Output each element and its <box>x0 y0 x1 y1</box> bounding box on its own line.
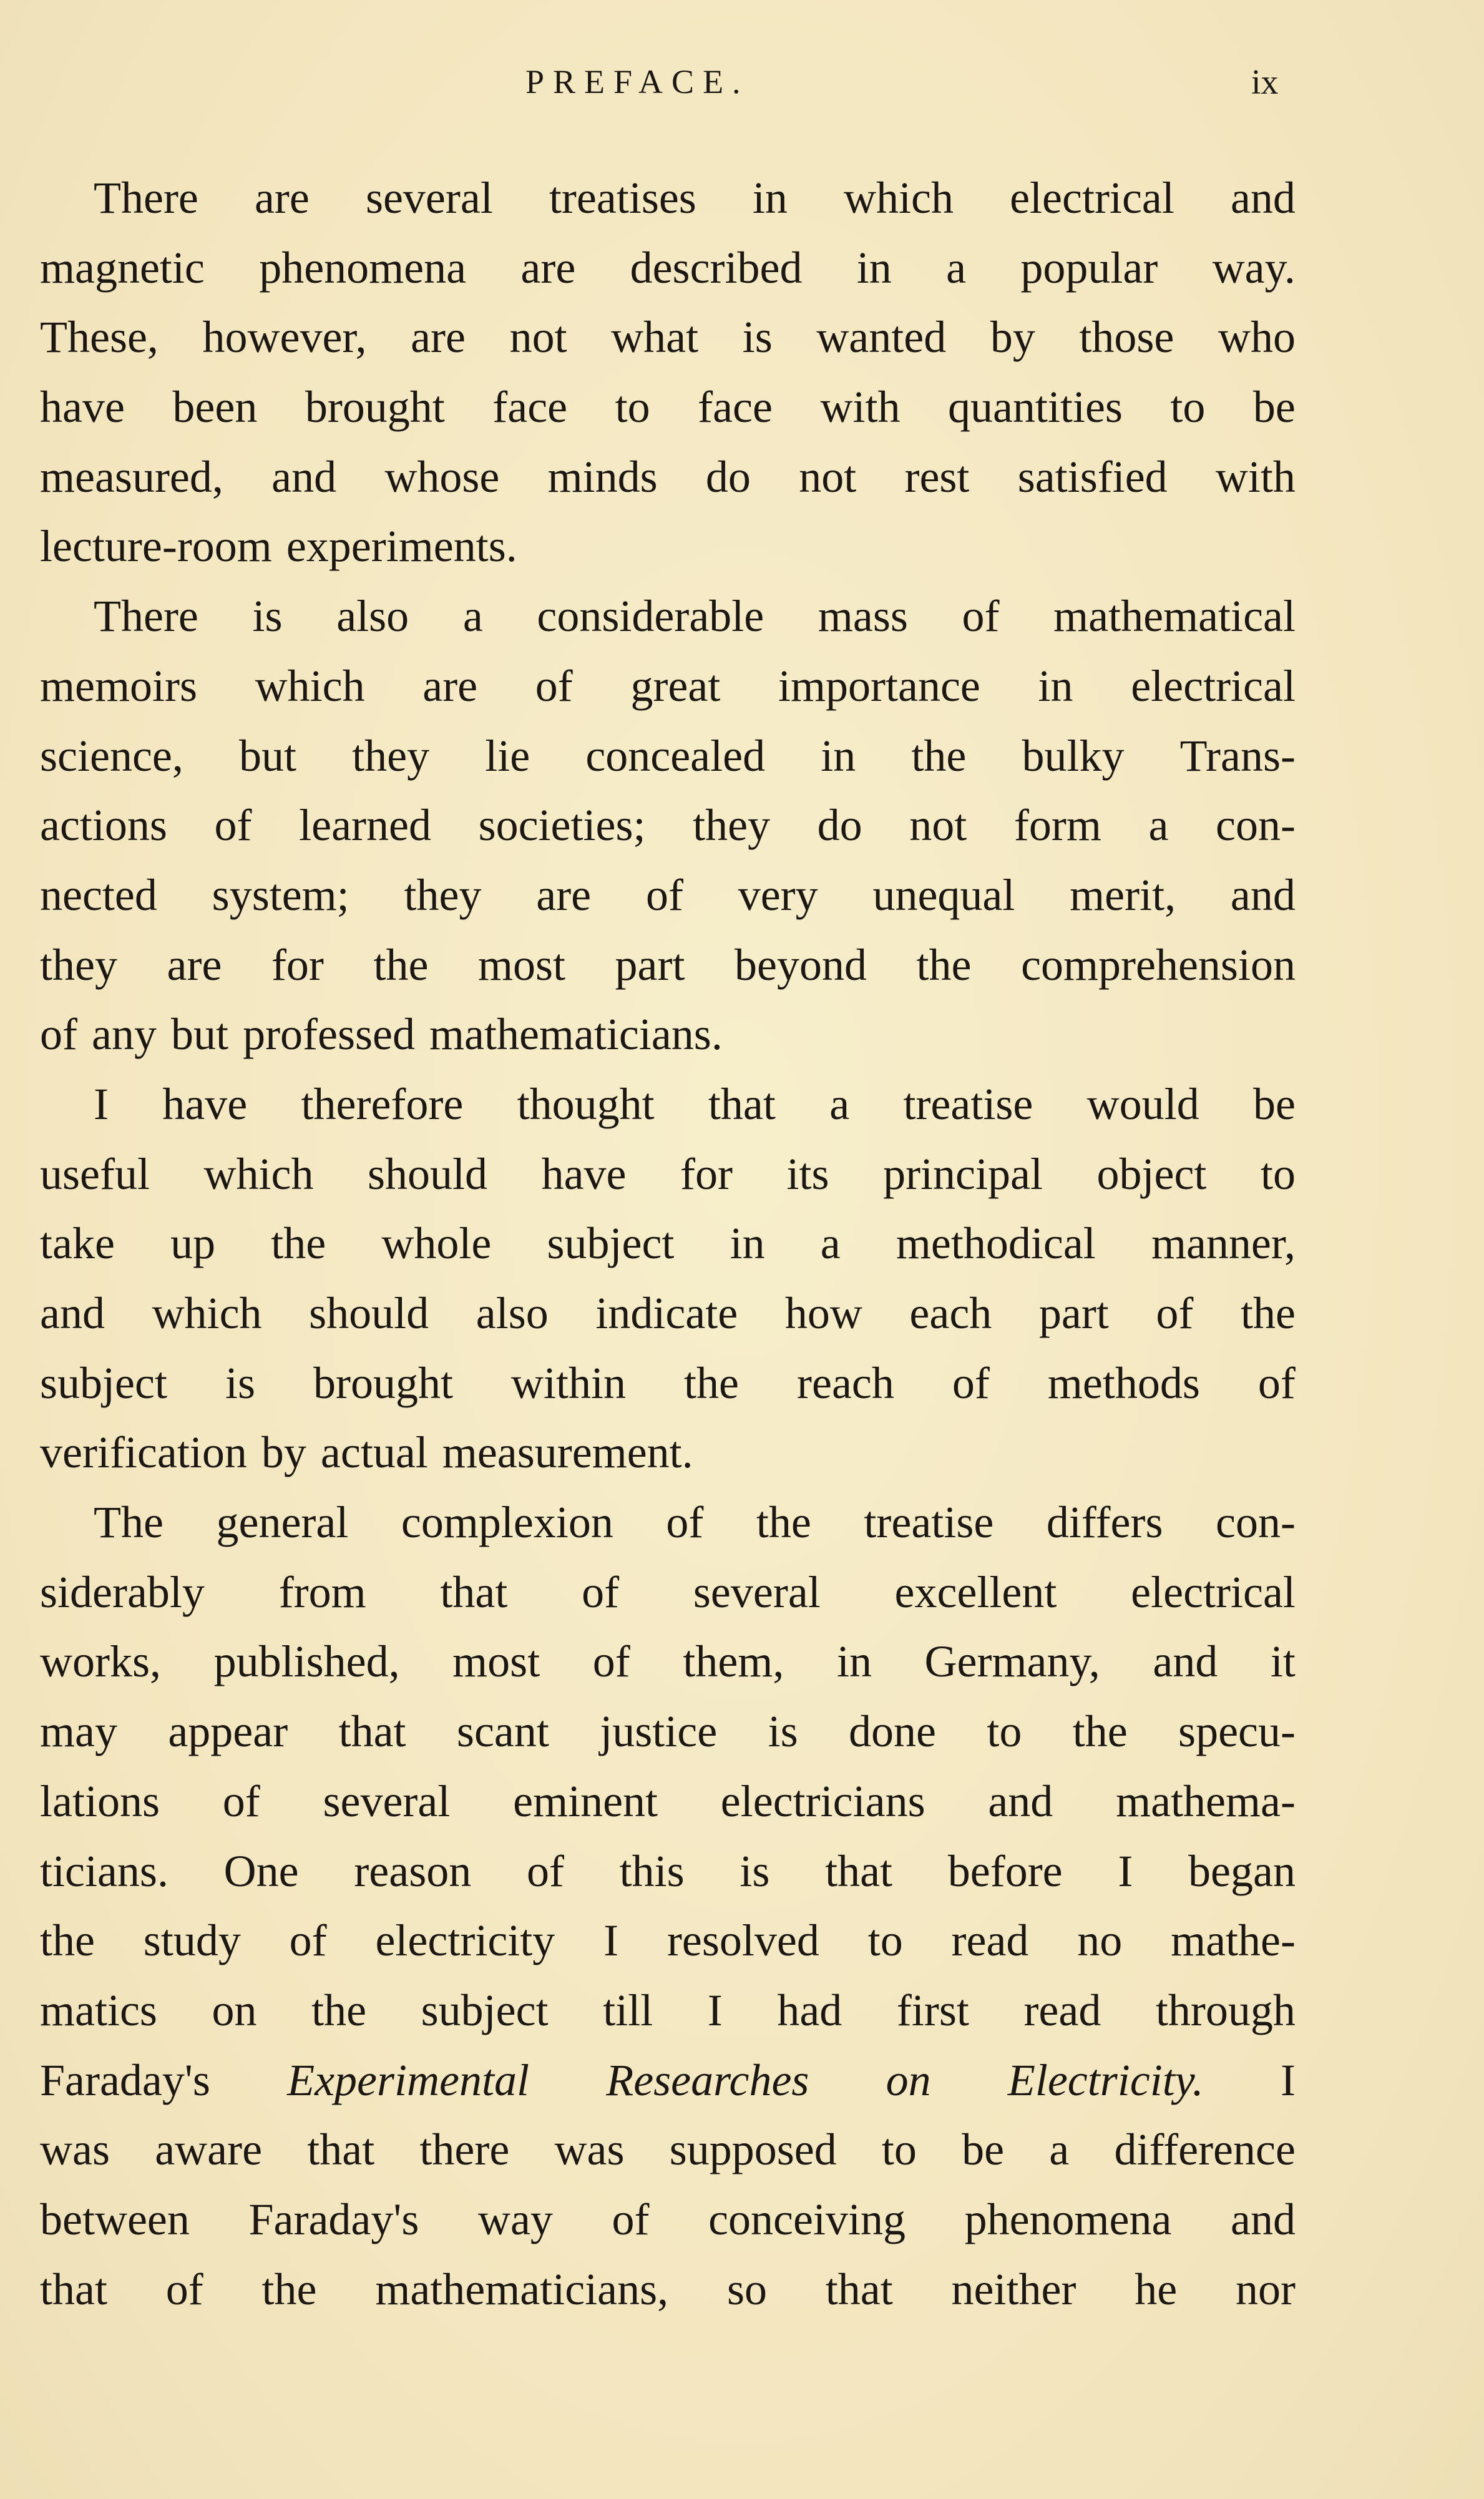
word: measurement. <box>442 1427 693 1478</box>
word: in <box>730 1218 765 1269</box>
text-line <box>40 1418 1296 1488</box>
word: quantities <box>947 382 1123 433</box>
word: of <box>592 1636 630 1687</box>
word: One <box>223 1846 299 1896</box>
word: he <box>1135 2264 1178 2314</box>
word: they <box>40 939 117 990</box>
word: reason <box>354 1846 472 1896</box>
word: may <box>40 1706 117 1757</box>
word: several <box>693 1567 821 1617</box>
word: to <box>987 1706 1022 1757</box>
word: the <box>40 1915 95 1966</box>
word: of <box>535 660 573 711</box>
word: bulky <box>1022 730 1125 781</box>
word: The <box>94 1497 164 1548</box>
word: also <box>336 591 409 642</box>
word: by <box>261 1427 306 1478</box>
word: of <box>214 800 252 851</box>
word: of <box>289 1915 327 1966</box>
paragraph <box>40 1070 1296 1488</box>
word: have <box>40 382 125 433</box>
word: Germany, <box>924 1636 1100 1687</box>
word: very <box>738 869 818 920</box>
text-line <box>40 791 1296 861</box>
text-line <box>40 233 1296 303</box>
word: manner, <box>1151 1218 1296 1269</box>
word: way <box>477 2194 553 2244</box>
word: great <box>630 660 721 711</box>
word: Faraday's <box>40 2055 210 2105</box>
word: and <box>271 451 337 502</box>
word: verification <box>40 1427 247 1478</box>
word: but <box>171 1009 229 1060</box>
paragraph <box>40 164 1296 582</box>
word: con- <box>1216 1497 1296 1548</box>
text-line <box>40 1070 1296 1140</box>
word: before <box>947 1846 1063 1896</box>
word: is <box>768 1706 798 1757</box>
word: so <box>726 2264 767 2314</box>
text-line <box>40 1349 1296 1419</box>
word: several <box>365 173 493 223</box>
word: electricians <box>720 1776 925 1826</box>
word: in <box>836 1636 872 1687</box>
word: lie <box>485 730 530 781</box>
word: resolved <box>666 1915 819 1966</box>
word: that <box>708 1078 776 1129</box>
word: are <box>411 312 466 363</box>
text-line <box>40 2185 1296 2255</box>
word: importance <box>778 660 980 711</box>
text-line <box>40 1279 1296 1349</box>
text-line <box>40 1488 1296 1558</box>
word: therefore <box>301 1078 464 1129</box>
word: There <box>94 173 198 223</box>
word: it <box>1270 1636 1296 1687</box>
word: and <box>1153 1636 1218 1687</box>
word: to <box>867 1915 903 1966</box>
word: who <box>1218 312 1296 363</box>
text-line <box>40 2255 1296 2325</box>
word: subject <box>547 1218 675 1269</box>
word: reach <box>797 1357 894 1408</box>
word: the <box>916 939 972 990</box>
word: the <box>756 1497 811 1548</box>
word: not <box>909 800 967 851</box>
text-line <box>40 303 1296 373</box>
word: justice <box>600 1706 718 1757</box>
word: satisfied <box>1017 451 1168 502</box>
word: treatise <box>864 1497 994 1548</box>
word: Electricity. <box>1007 2055 1204 2105</box>
word: principal <box>883 1148 1043 1199</box>
word: subject <box>40 1357 167 1408</box>
word: concealed <box>585 730 766 781</box>
word: excellent <box>894 1567 1057 1617</box>
text-line <box>40 2046 1296 2116</box>
word: that <box>40 2264 107 2314</box>
word: of <box>666 1497 704 1548</box>
word: whole <box>381 1218 492 1269</box>
word: matics <box>40 1985 157 2035</box>
word: is <box>742 312 773 363</box>
text-line <box>40 931 1296 1000</box>
word: the <box>373 939 429 990</box>
word: do <box>817 800 862 851</box>
word: I <box>603 1915 619 1966</box>
word: appear <box>168 1706 288 1757</box>
word: part <box>1038 1288 1109 1338</box>
word: done <box>848 1706 936 1757</box>
word: electricity <box>375 1915 555 1966</box>
word: of <box>1156 1288 1194 1338</box>
word: with <box>820 382 901 433</box>
word: system; <box>212 869 349 920</box>
word: had <box>777 1985 842 2035</box>
word: of <box>612 2194 650 2244</box>
word: that <box>307 2125 375 2175</box>
word: methodical <box>896 1218 1096 1269</box>
word: was <box>554 2125 625 2175</box>
word: its <box>786 1148 829 1199</box>
word: a <box>820 1218 841 1269</box>
text-line <box>40 861 1296 931</box>
word: considerable <box>537 591 764 642</box>
text-line <box>40 652 1296 721</box>
word: described <box>630 242 803 293</box>
word: popular <box>1020 242 1158 293</box>
word: con- <box>1216 800 1296 851</box>
word: the <box>1072 1706 1128 1757</box>
word: of <box>962 591 1000 642</box>
text-line <box>40 1837 1296 1907</box>
word: most <box>477 939 565 990</box>
word: mathema- <box>1116 1776 1296 1826</box>
text-line <box>40 1976 1296 2046</box>
word: ticians. <box>40 1846 168 1896</box>
word: methods <box>1047 1357 1200 1408</box>
word: treatises <box>549 173 696 223</box>
word: are <box>520 242 576 293</box>
paragraph <box>40 582 1296 1070</box>
word: and <box>1231 2194 1296 2244</box>
text-line <box>40 164 1296 233</box>
word: I <box>1118 1846 1133 1896</box>
word: are <box>536 869 592 920</box>
word: thought <box>517 1078 655 1129</box>
word: them, <box>683 1636 784 1687</box>
word: complexion <box>401 1497 613 1548</box>
word: which <box>844 173 954 223</box>
word: several <box>323 1776 451 1826</box>
word: comprehension <box>1021 939 1296 990</box>
word: be <box>962 2125 1005 2175</box>
word: most <box>452 1636 540 1687</box>
word: science, <box>40 730 183 781</box>
word: up <box>170 1218 216 1269</box>
word: electrical <box>1131 1567 1296 1617</box>
word: way. <box>1212 242 1296 293</box>
text-line <box>40 1000 1296 1070</box>
word: that <box>825 1846 893 1896</box>
paragraph <box>40 1488 1296 2324</box>
word: by <box>990 312 1035 363</box>
word: have <box>162 1078 248 1129</box>
word: that <box>440 1567 508 1617</box>
word: be <box>1252 1078 1296 1129</box>
word: for <box>680 1148 733 1199</box>
word: have <box>541 1148 627 1199</box>
word: to <box>615 382 650 433</box>
word: study <box>143 1915 241 1966</box>
word: they <box>693 800 771 851</box>
word: memoirs <box>40 660 197 711</box>
text-line <box>40 1697 1296 1767</box>
word: neither <box>951 2264 1076 2314</box>
word: a <box>1148 800 1169 851</box>
word: take <box>40 1218 115 1269</box>
word: I <box>94 1078 109 1129</box>
word: are <box>167 939 222 990</box>
word: this <box>619 1846 685 1896</box>
word: to <box>881 2125 917 2175</box>
word: with <box>1215 451 1296 502</box>
word: mathe- <box>1171 1915 1296 1966</box>
word: of <box>582 1567 620 1617</box>
word: read <box>951 1915 1029 1966</box>
word: societies; <box>478 800 646 851</box>
word: which <box>203 1148 314 1199</box>
word: for <box>271 939 324 990</box>
word: mathematicians, <box>375 2264 669 2314</box>
word: electrical <box>1010 173 1174 223</box>
word: to <box>1170 382 1206 433</box>
word: Trans- <box>1179 730 1296 781</box>
word: that <box>338 1706 406 1757</box>
word: actual <box>320 1427 428 1478</box>
word: Researches <box>606 2055 809 2105</box>
word: between <box>40 2194 190 2244</box>
word: subject <box>421 1985 549 2035</box>
word: brought <box>313 1357 453 1408</box>
word: should <box>368 1148 488 1199</box>
word: mathematicians. <box>429 1009 723 1060</box>
word: beyond <box>735 939 867 990</box>
word: of <box>1257 1357 1296 1408</box>
word: they <box>404 869 482 920</box>
word: brought <box>305 382 445 433</box>
word: read <box>1023 1985 1101 2035</box>
word: to <box>1260 1148 1296 1199</box>
word: how <box>784 1288 862 1338</box>
word: are <box>422 660 478 711</box>
word: of <box>40 1009 77 1060</box>
word: be <box>1252 382 1296 433</box>
page-number: ix <box>1251 63 1279 102</box>
word: These, <box>40 312 159 363</box>
word: of <box>165 2264 203 2314</box>
word: object <box>1096 1148 1207 1199</box>
word: on <box>212 1985 257 2035</box>
word: in <box>856 242 892 293</box>
word: which <box>255 660 365 711</box>
word: and <box>1230 869 1296 920</box>
word: of <box>645 869 683 920</box>
word: minds <box>547 451 658 502</box>
word: face <box>698 382 773 433</box>
word: lecture-room <box>40 521 272 572</box>
word: wanted <box>816 312 947 363</box>
word: nected <box>40 869 157 920</box>
word: indicate <box>595 1288 738 1338</box>
word: aware <box>155 2125 263 2175</box>
word: any <box>92 1009 157 1060</box>
word: but <box>238 730 296 781</box>
word: a <box>1049 2125 1070 2175</box>
word: phenomena <box>259 242 467 293</box>
word: measured, <box>40 451 223 502</box>
text-line <box>40 443 1296 512</box>
word: also <box>476 1288 549 1338</box>
word: which <box>152 1288 262 1338</box>
word: not <box>509 312 567 363</box>
word: face <box>492 382 568 433</box>
word: is <box>252 591 283 642</box>
word: began <box>1188 1846 1296 1896</box>
word: of <box>952 1357 990 1408</box>
word: the <box>311 1985 367 2035</box>
word: on <box>886 2055 931 2105</box>
word: was <box>40 2125 110 2175</box>
word: There <box>94 591 198 642</box>
word: the <box>1240 1288 1296 1338</box>
word: a <box>462 591 483 642</box>
word: supposed <box>669 2125 837 2175</box>
word: what <box>611 312 699 363</box>
word: I <box>707 1985 723 2035</box>
word: part <box>615 939 685 990</box>
word: of <box>222 1776 260 1826</box>
body-text <box>40 164 1296 2324</box>
word: till <box>603 1985 653 2035</box>
word: in <box>821 730 856 781</box>
word: treatise <box>903 1078 1033 1129</box>
word: mathematical <box>1053 591 1296 642</box>
word: not <box>799 451 857 502</box>
word: and <box>988 1776 1053 1826</box>
word: that <box>825 2264 893 2314</box>
word: specu- <box>1178 1706 1296 1757</box>
word: useful <box>40 1148 150 1199</box>
word: first <box>896 1985 969 2035</box>
word: published, <box>213 1636 400 1687</box>
word: and <box>1230 173 1296 223</box>
text-line <box>40 1767 1296 1837</box>
word: there <box>419 2125 510 2175</box>
text-line <box>40 1558 1296 1628</box>
word: they <box>352 730 430 781</box>
word: are <box>254 173 310 223</box>
text-line <box>40 582 1296 652</box>
word: from <box>278 1567 366 1617</box>
word: learned <box>299 800 431 851</box>
word: mass <box>818 591 908 642</box>
word: in <box>1038 660 1073 711</box>
word: rest <box>904 451 970 502</box>
word: however, <box>202 312 367 363</box>
word: a <box>829 1078 850 1129</box>
running-head <box>0 62 1484 106</box>
word: been <box>172 382 258 433</box>
word: is <box>225 1357 255 1408</box>
word: Experimental <box>287 2055 529 2105</box>
word: works, <box>40 1636 161 1687</box>
word: lations <box>40 1776 160 1826</box>
text-line <box>40 1209 1296 1279</box>
word: phenomena <box>964 2194 1172 2244</box>
word: would <box>1086 1078 1199 1129</box>
word: no <box>1077 1915 1123 1966</box>
text-line <box>40 1140 1296 1210</box>
text-line <box>40 1627 1296 1697</box>
word: and <box>40 1288 105 1338</box>
word: merit, <box>1070 869 1176 920</box>
text-line <box>40 512 1296 582</box>
word: is <box>740 1846 770 1896</box>
word: the <box>271 1218 326 1269</box>
word: whose <box>384 451 500 502</box>
word: eminent <box>513 1776 658 1826</box>
word: experiments. <box>286 521 517 572</box>
word: siderably <box>40 1567 205 1617</box>
word: through <box>1155 1985 1296 2035</box>
word: actions <box>40 800 167 851</box>
word: do <box>705 451 751 502</box>
word: within <box>511 1357 627 1408</box>
word: should <box>309 1288 429 1338</box>
word: those <box>1079 312 1174 363</box>
word: conceiving <box>708 2194 906 2244</box>
word: unequal <box>872 869 1015 920</box>
word: Faraday's <box>248 2194 419 2244</box>
word: nor <box>1236 2264 1296 2314</box>
word: the <box>684 1357 740 1408</box>
word: form <box>1013 800 1101 851</box>
text-line <box>40 1906 1296 1976</box>
running-head-title: PREFACE. <box>525 63 749 100</box>
text-line <box>40 721 1296 791</box>
text-line <box>40 373 1296 443</box>
word: a <box>946 242 967 293</box>
word: the <box>261 2264 317 2314</box>
word: in <box>752 173 788 223</box>
word: I <box>1280 2055 1296 2105</box>
word: each <box>909 1288 992 1338</box>
word: scant <box>456 1706 549 1757</box>
word: magnetic <box>40 242 205 293</box>
word: general <box>216 1497 349 1548</box>
word: differs <box>1046 1497 1163 1548</box>
word: difference <box>1114 2125 1296 2175</box>
word: of <box>526 1846 564 1896</box>
text-line <box>40 2115 1296 2185</box>
word: electrical <box>1131 660 1296 711</box>
word: the <box>911 730 967 781</box>
word: professed <box>243 1009 415 1060</box>
